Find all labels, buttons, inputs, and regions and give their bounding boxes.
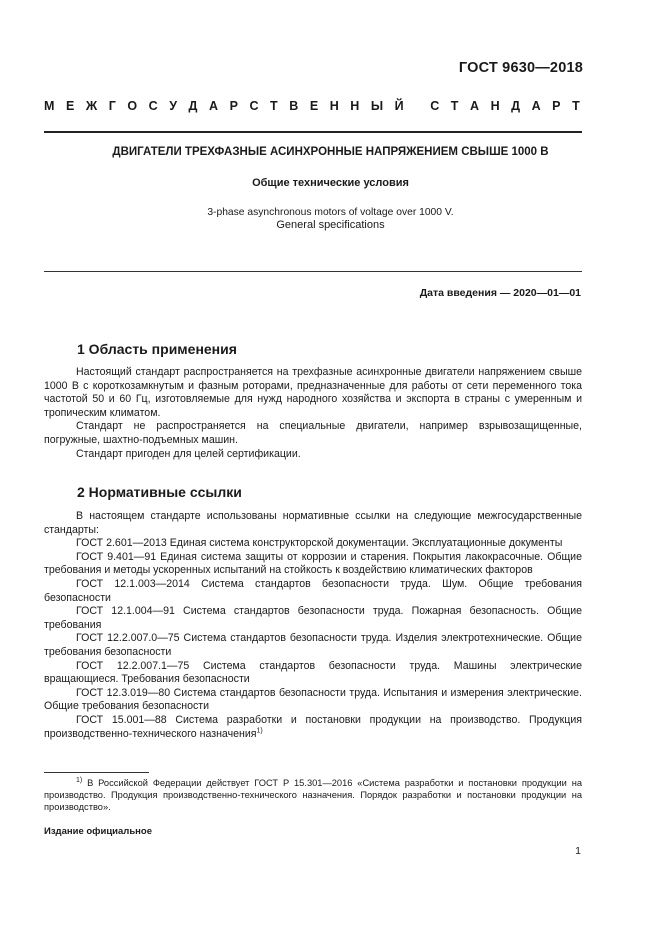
banner-letter: Г xyxy=(108,99,116,113)
banner-letter: О xyxy=(127,99,138,113)
reference-item: ГОСТ 12.2.007.0—75 Система стандартов безопасности труда. Изделия электротехнические. Общие требования безопасности xyxy=(44,632,582,658)
banner-letter: Н xyxy=(490,99,500,113)
banner-letter: С xyxy=(249,99,259,113)
banner-letter: У xyxy=(169,99,177,113)
banner-letter: А xyxy=(209,99,219,113)
banner-letter: А xyxy=(531,99,541,113)
banner-letter xyxy=(415,99,418,113)
footnote-mark: 1) xyxy=(76,776,83,784)
standard-subtitle: Общие технические условия xyxy=(252,177,409,189)
section-1-paragraph: Стандарт не распространяется на специальные двигатели, например взрывозащищенные, погружные, шахтно-подъемных машин. xyxy=(44,420,582,446)
title-rule xyxy=(44,271,582,272)
reference-item: ГОСТ 12.2.007.1—75 Система стандартов безопасности труда. Машины электрические вращающиеся. Требования безопасности xyxy=(44,659,582,686)
section-1-body xyxy=(44,366,582,461)
banner-letter: А xyxy=(469,99,480,113)
header-rule xyxy=(44,131,582,133)
reference-item: ГОСТ 12.3.019—80 Система стандартов безопасности труда. Испытания и измерения электрические. Общие требования безопасности xyxy=(44,686,582,713)
banner-letter: Й xyxy=(394,99,404,113)
section-2-heading: 2 Нормативные ссылки xyxy=(77,484,242,500)
banner-letter: Р xyxy=(552,99,561,113)
banner-letter: В xyxy=(289,99,299,113)
banner-letter: Ж xyxy=(85,99,98,113)
reference-item: ГОСТ 12.1.003—2014 Система стандартов безопасности труда. Шум. Общие требования безопасности xyxy=(44,577,582,604)
reference-item: ГОСТ 12.1.004—91 Система стандартов безопасности труда. Пожарная безопасность. Общие требования xyxy=(44,605,582,631)
footnote xyxy=(44,777,582,813)
banner-letter: Е xyxy=(309,99,319,113)
banner-letter: Н xyxy=(329,99,339,113)
section-1-heading: 1 Область применения xyxy=(77,341,237,357)
banner-letter: Д xyxy=(511,99,521,113)
footnote-separator xyxy=(44,772,149,773)
reference-item: ГОСТ 9.401—91 Единая система защиты от коррозии и старения. Покрытия лакокрасочные. Общие требования и методы ускоренных испытаний на стойкость к воздействию климатических факторов xyxy=(44,550,582,577)
section-1-paragraph: Стандарт пригоден для целей сертификации. xyxy=(76,447,301,460)
footnote-reference[interactable]: 1) xyxy=(256,726,263,734)
banner-letter: Е xyxy=(65,99,75,113)
banner-letter: С xyxy=(430,99,440,113)
english-title-line1: 3-phase asynchronous motors of voltage over 1000 V. xyxy=(207,207,454,218)
banner-letter: Т xyxy=(572,99,580,113)
reference-item: ГОСТ 2.601—2013 Единая система конструкторской документации. Эксплуатационные документы xyxy=(76,537,563,550)
banner-letter: Ы xyxy=(370,99,384,113)
banner-letter: С xyxy=(148,99,158,113)
official-edition-label: Издание официальное xyxy=(44,826,152,837)
section-1-paragraph: Настоящий стандарт распространяется на трехфазные асинхронные двигатели напряжением свыше 1000 В с короткозамкнутым и фазным роторами, предназначенные для работы от сети переменного тока частотой 50 и 60 Гц, изготовляемые для нужд народного хозяйства и экспорта в страны с умеренным и тропическим климатом. xyxy=(44,366,582,419)
footnote-text: В Российской Федерации действует ГОСТ Р 15.301—2016 «Система разработки и постановки продукции на производство. Продукция производственно-технического назначения. Порядок разработки и постановки продукции на производство». xyxy=(44,778,582,812)
section-2-body xyxy=(44,510,582,741)
banner-letter: Т xyxy=(270,99,278,113)
banner-letter: Р xyxy=(229,99,238,113)
reference-item-text: ГОСТ 15.001—88 Система разработки и постановки продукции на производство. Продукция производственно-технического назначения xyxy=(44,713,582,740)
english-title-line2: General specifications xyxy=(276,219,385,231)
page-number: 1 xyxy=(575,845,581,857)
banner-letter: М xyxy=(44,99,55,113)
reference-item xyxy=(44,714,582,741)
introduction-date: Дата введения — 2020—01—01 xyxy=(419,287,581,299)
banner-letter: Т xyxy=(450,99,459,113)
document-code: ГОСТ 9630—2018 xyxy=(458,60,583,76)
standard-title: ДВИГАТЕЛИ ТРЕХФАЗНЫЕ АСИНХРОННЫЕ НАПРЯЖЕНИЕМ СВЫШЕ 1000 В xyxy=(112,146,549,158)
section-2-paragraph: В настоящем стандарте использованы нормативные ссылки на следующие межгосударственные стандарты: xyxy=(44,510,582,536)
interstate-standard-banner xyxy=(44,99,580,113)
banner-letter: Д xyxy=(188,99,198,113)
banner-letter: Н xyxy=(350,99,360,113)
